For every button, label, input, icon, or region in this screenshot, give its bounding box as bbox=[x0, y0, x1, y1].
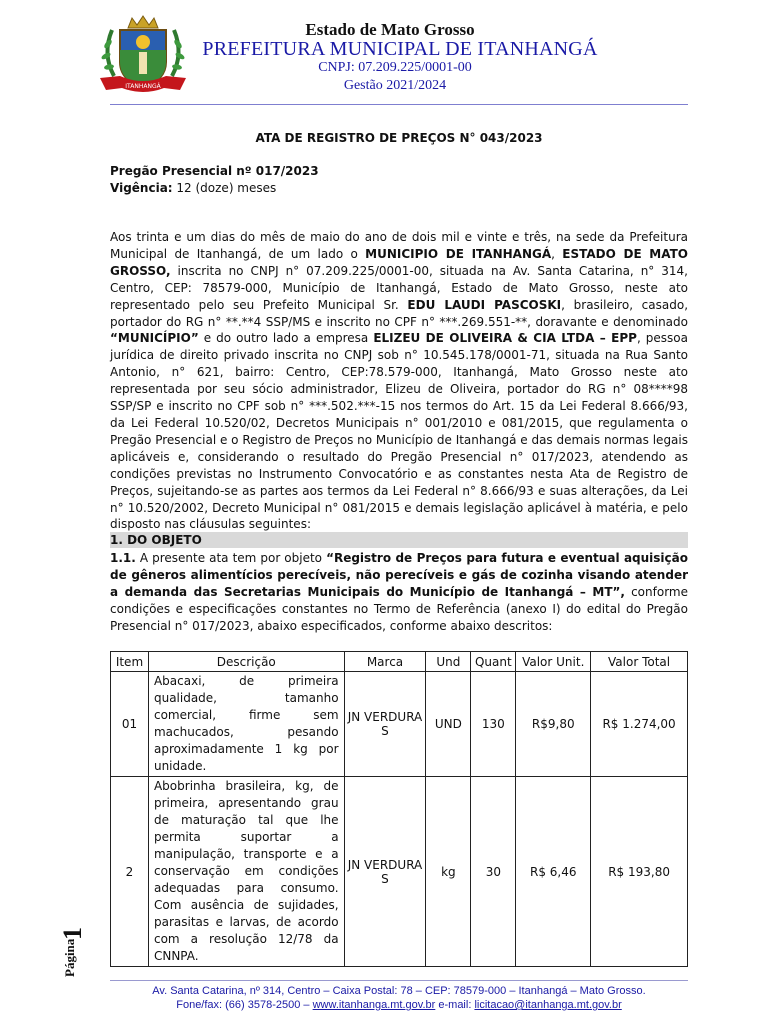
object-text: conforme condições e especificações constantes no Termo de Referência (anexo I) do edital do Pregão Presencial n° 017/2023, abaixo especificados, conforme abaixo descritos: bbox=[110, 585, 688, 633]
page-word: Página bbox=[62, 938, 77, 977]
items-table bbox=[110, 651, 688, 967]
vigencia-value: 12 (doze) meses bbox=[172, 181, 277, 195]
preamble-text: Aos trinta e um dias do mês de maio do ano de dois mil e vinte e três, na sede da Prefeitura Municipal de Itanhangá, de um lado o bbox=[110, 230, 688, 261]
footer-email-label: e-mail: bbox=[435, 999, 475, 1011]
preamble-text: , bbox=[551, 246, 563, 261]
cell-marca: JN VERDURA S bbox=[344, 777, 426, 967]
state-name: Estado de Mato Grosso bbox=[305, 20, 475, 39]
preamble-text: , pessoa jurídica de direito privado inscrita no CNPJ sob n° 10.545.178/0001-71, situada na Rua Santo Antonio, n° 621, bairro: Centro, CEP:78.579-000, Itanhangá, Mato Grosso neste ato representada por seu sócio administrador, Elizeu de Oliveira, portador do RG n° 08****98 SSP/SP e inscrito no CPF sob n° ***.502.***-15 nos termos do Art. 15 da Lei Federal 8.666/93, da Lei Federal 10.520/02, Decretos Municipais n° 001/2010 e 081/2015, que regulamenta o Pregão Presencial e o Registro de Preços no Município de Itanhangá e das demais normas legais aplicáveis e, considerando o resultado do Pregão Presencial n° 017/2023, atendendo as condições previstas no Instrumento Convocatório e as constantes nesta Ata de Registro de Preços, sujeitando-se as partes aos termos da Lei Federal n° 8.666/93 e suas alterações, da Lei n° 10.520/2002, Decreto Municipal n° 081/2015 e demais legislação aplicável à matéria, e pelo disposto nas cláusulas seguintes: bbox=[110, 331, 689, 532]
cell-valor-total: R$ 1.274,00 bbox=[591, 672, 688, 777]
header-gestao: Gestão 2021/2024 bbox=[343, 78, 447, 93]
cell-valor-unit: R$ 6,46 bbox=[516, 777, 591, 967]
document-title: ATA DE REGISTRO DE PREÇOS N° 043/2023 bbox=[255, 131, 543, 145]
cell-und: UND bbox=[426, 672, 471, 777]
footer-website-link[interactable]: www.itanhanga.mt.gov.br bbox=[312, 999, 436, 1011]
preamble-paragraph bbox=[110, 229, 688, 533]
prefeitura-name: PREFEITURA MUNICIPAL DE ITANHANGÁ bbox=[202, 38, 598, 60]
footer-divider bbox=[110, 980, 688, 981]
cell-descricao: Abobrinha brasileira, kg, de primeira, apresentando grau de maturação tal que lhe permita suportar a manipulação, transporte e a conservação em condições adequadas para consumo. Com ausência de sujidades, parasitas e larvas, de acordo com a resolução 12/78 da CNNPA. bbox=[148, 777, 344, 967]
preamble-bold: ELIZEU DE OLIVEIRA & CIA LTDA – EPP bbox=[373, 331, 637, 346]
cell-quant: 30 bbox=[471, 777, 516, 967]
preamble-bold: “MUNICÍPIO” bbox=[110, 331, 199, 346]
preamble-bold: ESTADO DE MATO GROSSO, bbox=[110, 246, 688, 278]
col-header-marca: Marca bbox=[344, 652, 426, 672]
col-header-item: Item bbox=[111, 652, 149, 672]
cell-descricao: Abacaxi, de primeira qualidade, tamanho comercial, firme sem machucados, pesando aproximadamente 1 kg por unidade. bbox=[148, 672, 344, 777]
col-header-valor-unit: Valor Unit. bbox=[516, 652, 591, 672]
vigencia-line bbox=[110, 181, 276, 195]
object-bold: “Registro de Preços para futura e eventual aquisição de gêneros alimentícios perecíveis, não perecíveis e gás de cozinha visando atender a demanda das Secretarias Municipais do Município de Itanhangá – MT”, bbox=[110, 551, 689, 599]
preamble-text: inscrita no CNPJ n° 07.209.225/0001-00, situada na Av. Santa Catarina, n° 314, Centro, CEP: 78579-000, Município de Itanhangá, Estado de Mato Grosso, neste ato representado pelo seu Prefeito Municipal Sr. bbox=[110, 263, 688, 312]
table-row bbox=[111, 672, 688, 777]
table-header-row bbox=[111, 652, 688, 672]
clause-number: 1.1. bbox=[110, 551, 136, 565]
cell-quant: 130 bbox=[471, 672, 516, 777]
footer-phone: Fone/fax: (66) 3578-2500 – bbox=[176, 999, 313, 1011]
section-heading: 1. DO OBJETO bbox=[110, 532, 688, 548]
cell-item: 2 bbox=[111, 777, 149, 967]
object-paragraph bbox=[110, 550, 688, 635]
footer-email-link[interactable]: licitacao@itanhanga.mt.gov.br bbox=[474, 999, 622, 1011]
preamble-text: e do outro lado a empresa bbox=[198, 331, 374, 346]
municipal-coat-of-arms bbox=[94, 14, 192, 96]
pregao-label: Pregão Presencial nº 017/2023 bbox=[110, 164, 319, 178]
cell-und: kg bbox=[426, 777, 471, 967]
logo-ribbon-text: ITANHANGÁ bbox=[125, 83, 161, 90]
cell-valor-total: R$ 193,80 bbox=[591, 777, 688, 967]
preamble-bold: MUNICIPIO DE ITANHANGÁ bbox=[365, 246, 552, 261]
col-header-und: Und bbox=[426, 652, 471, 672]
cell-marca: JN VERDURA S bbox=[344, 672, 426, 777]
page-number: 1 bbox=[58, 927, 87, 940]
col-header-descricao: Descrição bbox=[148, 652, 344, 672]
col-header-quant: Quant bbox=[471, 652, 516, 672]
cell-valor-unit: R$9,80 bbox=[516, 672, 591, 777]
col-header-valor-total: Valor Total bbox=[591, 652, 688, 672]
footer-contact bbox=[110, 999, 688, 1011]
page-number-label bbox=[40, 912, 87, 982]
header-divider bbox=[110, 104, 688, 105]
preamble-bold: EDU LAUDI PASCOSKI bbox=[407, 297, 562, 312]
preamble-text: , brasileiro, casado, portador do RG n° **.**4 SSP/MS e inscrito no CPF n° ***.269.551-**, doravante e denominado bbox=[110, 297, 689, 329]
header-cnpj: CNPJ: 07.209.225/0001-00 bbox=[318, 60, 472, 75]
pregao-line bbox=[110, 164, 319, 178]
vigencia-label: Vigência: bbox=[110, 181, 173, 195]
object-text: A presente ata tem por objeto bbox=[135, 551, 327, 565]
footer-address: Av. Santa Catarina, nº 314, Centro – Caixa Postal: 78 – CEP: 78579-000 – Itanhangá – Mato Grosso. bbox=[152, 985, 646, 997]
cell-item: 01 bbox=[111, 672, 149, 777]
table-row bbox=[111, 777, 688, 967]
